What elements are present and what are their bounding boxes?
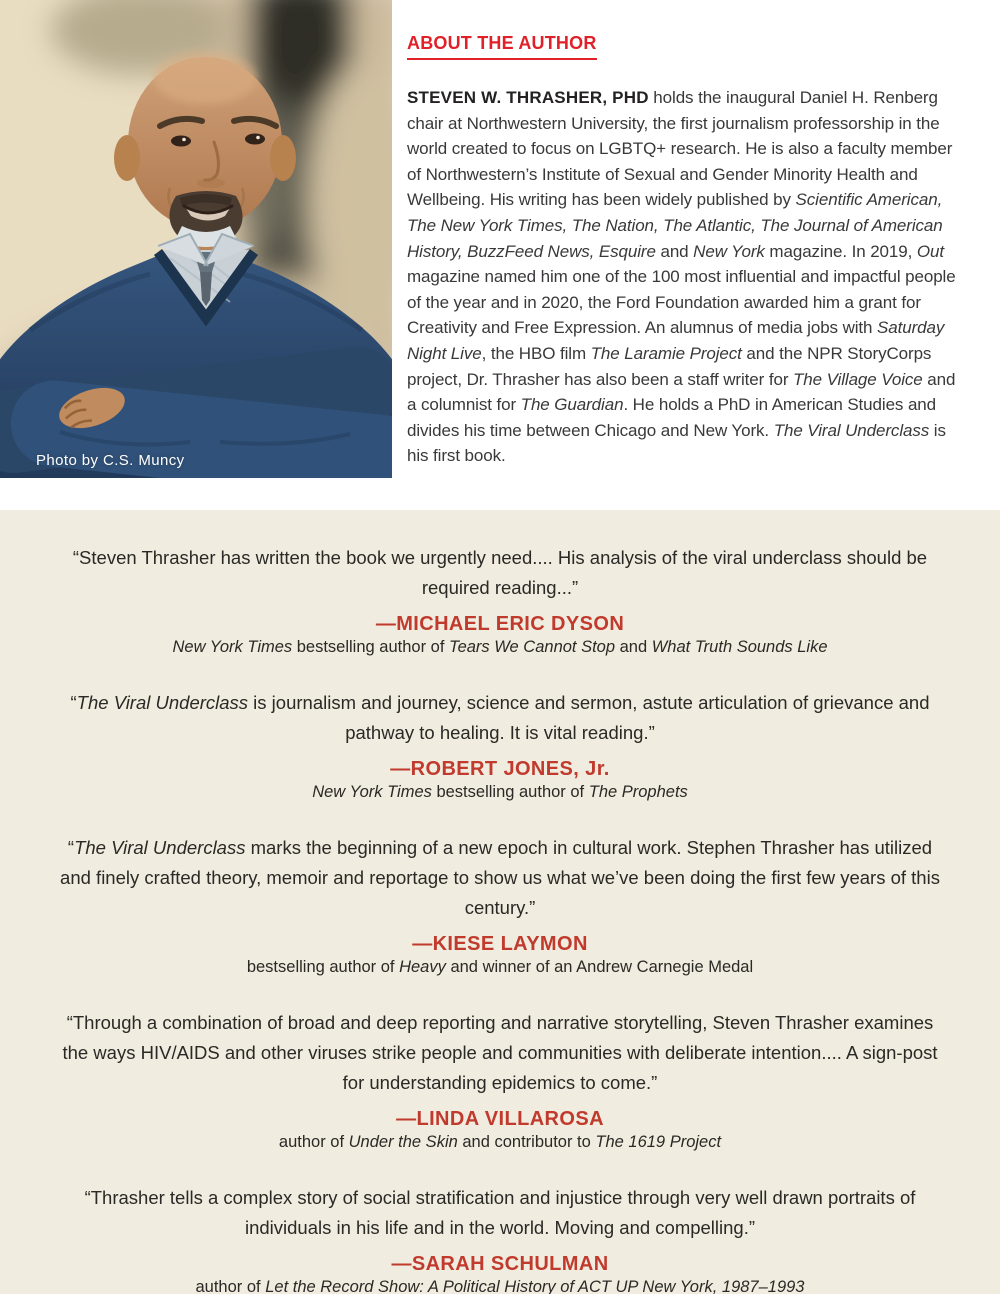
blurb-author-credit: New York Times bestselling author of Tears We Cannot Stop and What Truth Sounds Like	[172, 638, 828, 656]
blurb-author-name: —KIESE LAYMON	[412, 933, 588, 955]
blurb-quote: “Thrasher tells a complex story of social stratification and injustice through very well drawn portraits of individuals in his life and in the world. Moving and compelling.”	[84, 1187, 916, 1238]
blurb-author-name: —LINDA VILLAROSA	[396, 1108, 604, 1130]
about-the-author-section	[0, 0, 1000, 510]
author-photo	[0, 0, 392, 478]
blurb-author-name: —ROBERT JONES, Jr.	[390, 758, 610, 780]
blurb	[57, 833, 943, 977]
blurb-quote: “The Viral Underclass is journalism and journey, science and sermon, astute articulation of grievance and pathway to healing. It is vital reading.”	[70, 692, 930, 743]
blurb	[57, 1183, 943, 1294]
blurb-quote: “The Viral Underclass marks the beginning of a new epoch in cultural work. Stephen Thrasher has utilized and finely crafted theory, memoir and reportage to show us what we’ve been doing the first few years of this century.”	[60, 837, 940, 918]
photo-credit: Photo by C.S. Muncy	[36, 452, 185, 469]
author-bio-column	[407, 33, 967, 469]
blurb	[57, 688, 943, 802]
blurb-author-name: —SARAH SCHULMAN	[391, 1253, 609, 1275]
blurb	[57, 1008, 943, 1152]
about-heading: ABOUT THE AUTHOR	[407, 33, 597, 60]
blurb	[57, 543, 943, 657]
blurb-author-credit: bestselling author of Heavy and winner of an Andrew Carnegie Medal	[246, 958, 754, 976]
author-portrait-illustration	[0, 0, 392, 478]
praise-section	[0, 510, 1000, 1294]
blurb-quote: “Through a combination of broad and deep reporting and narrative storytelling, Steven Thrasher examines the ways HIV/AIDS and other viruses strike people and communities with deliberate intention.... A sign-post for understanding epidemics to come.”	[62, 1012, 938, 1093]
blurb-quote: “Steven Thrasher has written the book we urgently need.... His analysis of the viral underclass should be required reading...”	[72, 547, 928, 598]
author-bio-text: STEVEN W. THRASHER, PHD holds the inaugural Daniel H. Renberg chair at Northwestern University, the first journalism professorship in the world created to focus on LGBTQ+ research. He is also a faculty member of Northwestern’s Institute of Sexual and Gender Minority Health and Wellbeing. His writing has been widely published by Scientific American, The New York Times, The Nation, The Atlantic, The Journal of American History, BuzzFeed News, Esquire and New York magazine. In 2019, Out magazine named him one of the 100 most influential and impactful people of the year and in 2020, the Ford Foundation awarded him a grant for Creativity and Free Expression. An alumnus of media jobs with Saturday Night Live, the HBO film The Laramie Project and the NPR StoryCorps project, Dr. Thrasher has also been a staff writer for The Village Voice and a columnist for The Guardian. He holds a PhD in American Studies and divides his time between Chicago and New York. The Viral Underclass is his first book.	[407, 88, 956, 466]
blurb-author-name: —MICHAEL ERIC DYSON	[375, 613, 625, 635]
blurb-author-credit: author of Let the Record Show: A Political History of ACT UP New York, 1987–1993	[195, 1278, 805, 1294]
blurb-author-credit: New York Times bestselling author of The Prophets	[312, 783, 688, 801]
blurb-author-credit: author of Under the Skin and contributor to The 1619 Project	[278, 1133, 722, 1151]
